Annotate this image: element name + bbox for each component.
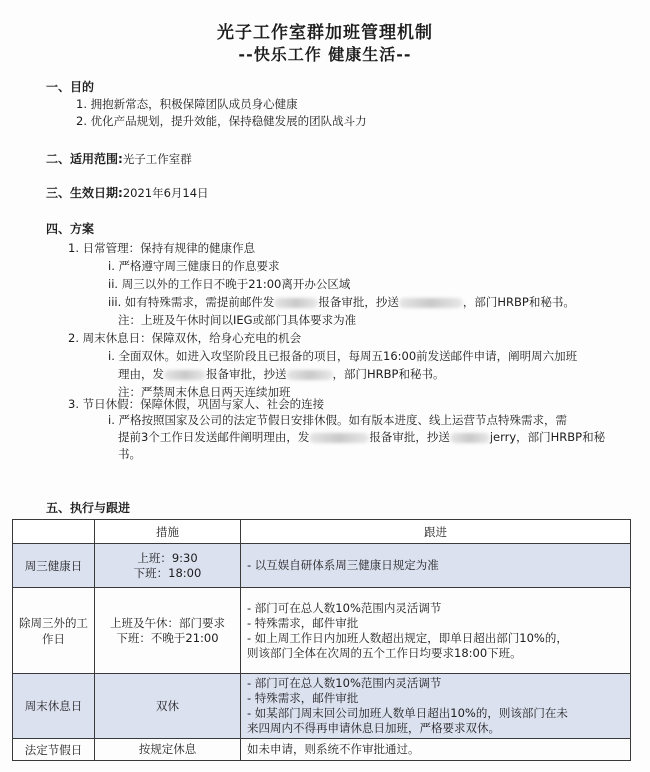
holiday-item-i-line3: 书。	[118, 447, 141, 461]
follow-line: - 特殊需求，邮件审批	[247, 615, 359, 630]
weekend-item-i-line2-part2: 报备审批，抄送	[206, 367, 287, 381]
daily-item-i: i. 严格遵守周三健康日的作息要求	[108, 259, 280, 273]
row-label: 周末休息日	[13, 674, 95, 739]
redacted-blur	[274, 298, 318, 308]
row-label: 法定节假日	[13, 739, 95, 761]
section-effective-date	[46, 186, 209, 201]
holiday-item-i-line2	[118, 430, 605, 445]
section-purpose-heading: 一、目的	[46, 80, 95, 94]
row-follow	[241, 674, 631, 739]
daily-item-iii-part1: iii. 如有特殊需求，需提前邮件发	[108, 295, 275, 309]
row-measure	[95, 739, 241, 761]
follow-line: - 以互娱自研体系周三健康日规定为准	[247, 558, 439, 572]
redacted-blur	[164, 370, 206, 380]
execution-table	[12, 519, 631, 761]
row-label-text: 除周三外的工作日	[19, 615, 88, 646]
measure-line: 双休	[156, 698, 179, 713]
row-label: 周三健康日	[13, 544, 95, 588]
follow-line: - 如上周工作日内加班人数超出规定，即单日超出部门10%的，	[247, 630, 568, 645]
follow-line: 如未申请，则系统不作审批通过。	[247, 742, 420, 756]
measure-line: 下班：18:00	[133, 565, 202, 580]
follow-line: - 部门可在总人数10%范围内灵活调节	[247, 676, 442, 690]
section-scope-value: 光子工作室群	[122, 152, 192, 166]
daily-note: 注：上班及午休时间以IEG或部门具体要求为准	[118, 313, 357, 327]
redacted-blur	[450, 433, 490, 443]
weekend-item-i-line2-part1: 理由，发	[118, 367, 164, 381]
section-effective-date-value: 2021年6月14日	[122, 186, 209, 200]
daily-item-iii	[108, 295, 575, 310]
table-row	[13, 739, 631, 761]
weekend-title: 2. 周末休息日：保障双休，给身心充电的机会	[68, 331, 302, 345]
holiday-item-i-line1: i. 严格按照国家及公司的法定节假日安排休假。如有版本进度、线上运营节点特殊需求，需	[108, 413, 568, 427]
holiday-title: 3. 节日休假：保障休假，巩固与家人、社会的连接	[68, 397, 325, 411]
follow-line: 来四周内不得再申请休息日加班，严格要求双休。	[247, 721, 500, 735]
row-follow	[241, 544, 631, 588]
section-effective-date-heading: 三、生效日期:	[46, 186, 123, 200]
daily-item-ii: ii. 周三以外的工作日不晚于21:00离开办公区域	[108, 277, 351, 291]
purpose-item-2: 2. 优化产品规划，提升效能，保持稳健发展的团队战斗力	[76, 114, 367, 128]
holiday-item-i-line2-part2: 报备审批，抄送	[369, 430, 450, 444]
daily-item-iii-part2: 报备审批，抄送	[318, 295, 399, 309]
table-header-blank	[13, 520, 95, 544]
table-header-measure: 措施	[95, 520, 241, 544]
table-header-follow: 跟进	[241, 520, 631, 544]
document-subtitle: --快乐工作 健康生活--	[238, 45, 412, 64]
purpose-item-1: 1. 拥抱新常态，积极保障团队成员身心健康	[76, 97, 298, 111]
table-row	[13, 674, 631, 739]
measure-line: 下班：不晚于21:00	[116, 630, 219, 645]
follow-line: - 特殊需求，邮件审批	[247, 691, 359, 705]
daily-item-iii-part3: ，部门HRBP和秘书。	[462, 295, 575, 309]
measure-line: 上班及午休：部门要求	[110, 615, 225, 630]
row-follow	[241, 739, 631, 761]
weekend-item-i-line2	[118, 367, 444, 382]
row-measure	[95, 674, 241, 739]
daily-management-title: 1. 日常管理：保持有规律的健康作息	[68, 241, 256, 255]
section-scope-heading: 二、适用范围:	[46, 152, 123, 166]
table-row	[13, 588, 631, 674]
table-header-row	[13, 520, 631, 544]
weekend-note: 注：严禁周末休息日两天连续加班	[118, 385, 291, 399]
holiday-item-i-line2-part3: jerry，部门HRBP和秘	[489, 430, 606, 444]
measure-line: 上班：9:30	[137, 550, 198, 565]
table-row	[13, 544, 631, 588]
redacted-blur	[309, 433, 369, 443]
redacted-blur	[287, 370, 333, 380]
section-scope	[46, 152, 192, 167]
row-measure	[95, 544, 241, 588]
row-label	[13, 588, 95, 674]
measure-line: 按规定休息	[138, 742, 197, 756]
section-plan-heading: 四、方案	[46, 222, 95, 236]
follow-line: - 如某部门周末回公司加班人数单日超出10%的，则该部门在未	[247, 706, 568, 720]
follow-line: 则该部门全体在次周的五个工作日均要求18:00下班。	[247, 645, 522, 660]
weekend-item-i-line1: i. 全面双休。如进入攻坚阶段且已报备的项目，每周五16:00前发送邮件申请，阐明周六加班	[108, 349, 578, 363]
row-follow	[241, 588, 631, 674]
redacted-blur	[399, 298, 463, 308]
row-measure	[95, 588, 241, 674]
weekend-item-i-line2-part3: ，部门HRBP和秘书。	[332, 367, 445, 381]
document-title: 光子工作室群加班管理机制	[217, 23, 433, 43]
holiday-item-i-line2-part1: 提前3个工作日发送邮件阐明理由，发	[118, 430, 310, 444]
section-execution-heading: 五、执行与跟进	[46, 501, 131, 515]
follow-line: - 部门可在总人数10%范围内灵活调节	[247, 600, 442, 615]
